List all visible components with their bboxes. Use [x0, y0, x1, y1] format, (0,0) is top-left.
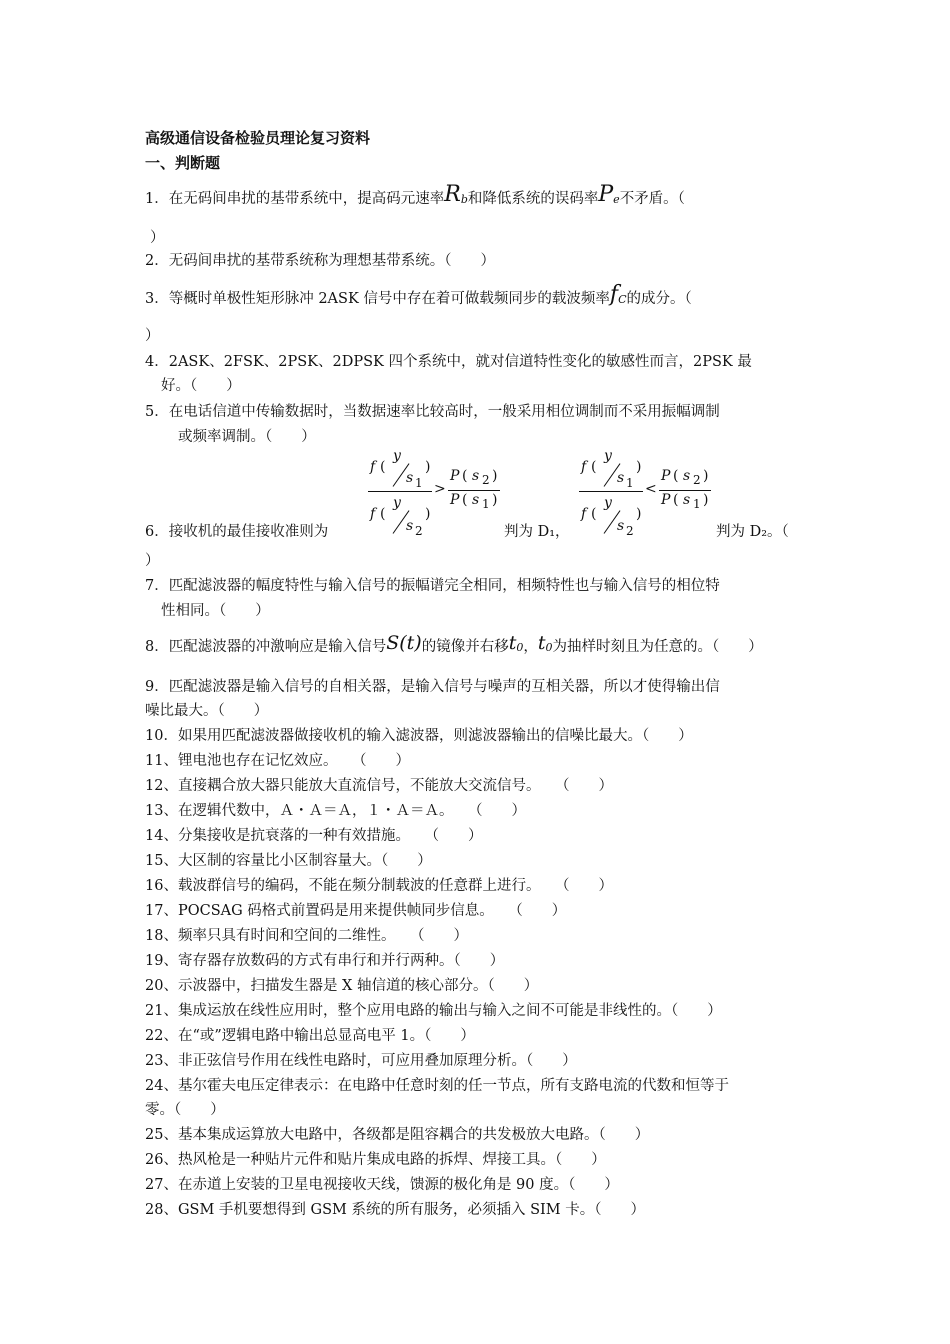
- list-item: 14、分集接收是抗衰落的一种有效措施。 （ ）: [145, 828, 483, 844]
- list-item: 26、热风枪是一种贴片元件和贴片集成电路的拆焊、焊接工具。（ ）: [145, 1152, 606, 1168]
- question-6-mid: 判为 D₁，: [504, 524, 570, 540]
- list-item: 15、大区制的容量比小区制容量大。（ ）: [145, 853, 432, 869]
- formula-s: s: [406, 470, 414, 486]
- question-24-line1: 24、基尔霍夫电压定律表示：在电路中任意时刻的任一节点，所有支路电流的代数和恒等于: [145, 1078, 729, 1094]
- formula-f: f: [581, 459, 587, 475]
- formula-sub-1: 1: [415, 476, 423, 490]
- math-sub-e: e: [613, 193, 620, 206]
- formula-sub-2: 2: [626, 524, 634, 538]
- question-1-text-b: 和降低系统的误码率: [467, 191, 599, 207]
- question-8-text-d: 为抽样时刻且为任意的。（ ）: [552, 639, 763, 655]
- question-1: [145, 182, 685, 210]
- document-title: 高级通信设备检验员理论复习资料: [145, 129, 371, 147]
- question-3-text-a: 3．等概时单极性矩形脉冲 2ASK 信号中存在着可做载频同步的载波频率: [145, 291, 610, 307]
- formula-P: P: [450, 492, 460, 508]
- list-item: 17、POCSAG 码格式前置码是用来提供帧同步信息。 （ ）: [145, 903, 567, 919]
- list-item: 11、锂电池也存在记忆效应。 （ ）: [145, 753, 410, 769]
- math-sub-b: b: [460, 193, 468, 206]
- math-R: R: [444, 182, 461, 207]
- question-6-cont: ）: [145, 553, 160, 569]
- question-1-cont: ）: [150, 230, 165, 246]
- formula-y: y: [604, 448, 612, 464]
- list-item: 23、非正弦信号作用在线性电路时，可应用叠加原理分析。（ ）: [145, 1053, 577, 1069]
- question-5-line2: 或频率调制。（ ）: [178, 429, 316, 445]
- question-3-text-b: 的成分。（: [626, 291, 692, 307]
- math-P: P: [598, 182, 614, 207]
- formula-f: f: [581, 506, 587, 522]
- formula-y: y: [393, 448, 401, 464]
- formula-f: f: [370, 459, 376, 475]
- question-8-text-b: 的镜像并右移: [421, 639, 509, 655]
- question-24-line2: 零。（ ）: [145, 1102, 225, 1118]
- math-f: f: [609, 282, 619, 307]
- formula-P: P: [661, 468, 671, 484]
- formula-s: s: [472, 468, 480, 484]
- question-1-text-a: 1．在无码间串扰的基带系统中，提高码元速率: [145, 191, 445, 207]
- formula-sub-2: 2: [693, 473, 701, 487]
- formula-P: P: [661, 492, 671, 508]
- list-item: 28、GSM 手机要想得到 GSM 系统的所有服务，必须插入 SIM 卡。（ ）: [145, 1202, 645, 1218]
- formula-sub-2: 2: [415, 524, 423, 538]
- question-7-line1: 7．匹配滤波器的幅度特性与输入信号的振幅谱完全相同，相频特性也与输入信号的相位特: [145, 578, 720, 594]
- question-4-line1: 4．2ASK、2FSK、2PSK、2DPSK 四个系统中，就对信道特性变化的敏感性而言，2PSK 最: [145, 354, 752, 370]
- formula-sub-2: 2: [482, 473, 490, 487]
- math-sub-0: 0: [516, 641, 524, 654]
- question-5-line1: 5．在电话信道中传输数据时，当数据速率比较高时，一般采用相位调制而不采用振幅调制: [145, 404, 720, 420]
- question-1-text-c: 不矛盾。（: [619, 191, 685, 207]
- list-item: 20、示波器中，扫描发生器是 X 轴信道的核心部分。（ ）: [145, 978, 539, 994]
- document-page: 高级通信设备检验员理论复习资料 一、判断题 1．在无码间串扰的基带系统中，提高码元速率Rb和降低系统的误码率Pe不矛盾。（ ） 2．无码间串扰的基带系统称为理想基带系统。（ ） 3．等概时单极性矩形脉冲 2ASK 信号中存在着可做载频同步的载波频率fC的成分。（ ） 4．2ASK、2FSK、2PSK、2DPSK 四个系统中，就对信道特性变化的敏感性而言，2PSK 最 好。（ ） 5．在电话信道中传输数据时，当数据速率比较高时，一般采用相位调制而不采用振幅调制 或频率调制。（ ） f ( y s 1 ) f ( y s 2 ) > P ( s 2 ) P ( s 1 ) f ( y s 1 ) f ( y s 2 ) < P ( s 2 ) P ( s 1 ) 6．接收机的最佳接收准则为 判为 D₁， 判为 D₂。（ ） 7．匹配滤波器的幅度特性与输入信号的振幅谱完全相同，相频特性也与输入信号的相位特 性相同。（ ） 8．匹配滤波器的冲激响应是输入信号S(t)的镜像并右移t0，t0为抽样时刻且为任意的。（ ） 9．匹配滤波器是输入信号的自相关器，是输入信号与噪声的互相关器，所以才使得输出信 噪比最大。（ ） 10．如果用匹配滤波器做接收机的输入滤波器，则滤波器输出的信噪比最大。（ ） 11、锂电池也存在记忆效应。 （ ） 12、直接耦合放大器只能放大直流信号，不能放大交流信号。 （ ） 13、在逻辑代数中，Ａ・Ａ＝Ａ，１・Ａ＝Ａ。 （ ） 14、分集接收是抗衰落的一种有效措施。 （ ） 15、大区制的容量比小区制容量大。（ ） 16、载波群信号的编码，不能在频分制载波的任意群上进行。 （ ） 17、POCSAG 码格式前置码是用来提供帧同步信息。 （ ） 18、频率只具有时间和空间的二维性。 （ ） 19、寄存器存放数码的方式有串行和并行两种。（ ） 20、示波器中，扫描发生器是 X 轴信道的核心部分。（ ） 21、集成运放在线性应用时，整个应用电路的输出与输入之间不可能是非线性的。（ ） 22、在“或”逻辑电路中输出总显高电平 1。（ ） 23、非正弦信号作用在线性电路时，可应用叠加原理分析。（ ） 24、基尔霍夫电压定律表示：在电路中任意时刻的任一节点，所有支路电流的代数和恒等于 零。（ ） 25、基本集成运算放大电路中，各级都是阻容耦合的共发极放大电路。（ ） 26、热风枪是一种贴片元件和贴片集成电路的拆焊、焊接工具。（ ） 27、在赤道上安装的卫星电视接收天线，馈源的极化角是 90 度。（ ） 28、GSM 手机要想得到 GSM 系统的所有服务，必须插入 SIM 卡。（ ）: [145, 129, 789, 1218]
- question-7-line2: 性相同。（ ）: [161, 603, 270, 619]
- math-s-t: S(t): [386, 632, 422, 654]
- formula-s: s: [617, 518, 625, 534]
- question-10: 10．如果用匹配滤波器做接收机的输入滤波器，则滤波器输出的信噪比最大。（ ）: [145, 728, 693, 744]
- math-sub-c: C: [618, 293, 627, 306]
- list-item: 27、在赤道上安装的卫星电视接收天线，馈源的极化角是 90 度。（ ）: [145, 1177, 619, 1193]
- math-t: t: [508, 632, 517, 654]
- list-item: 19、寄存器存放数码的方式有串行和并行两种。（ ）: [145, 953, 505, 969]
- section-heading: 一、判断题: [145, 154, 221, 172]
- formula-s: s: [472, 492, 480, 508]
- math-t: t: [537, 632, 546, 654]
- formula-sub-1: 1: [693, 497, 701, 511]
- formula-P: P: [450, 468, 460, 484]
- formula-sub-1: 1: [482, 497, 490, 511]
- question-9-line2: 噪比最大。（ ）: [145, 703, 269, 719]
- question-6-end: 判为 D₂。（: [716, 524, 789, 540]
- question-8-comma: ，: [523, 639, 538, 655]
- question-8-text-a: 8．匹配滤波器的冲激响应是输入信号: [145, 639, 387, 655]
- question-3: [145, 282, 692, 310]
- formula-s: s: [406, 518, 414, 534]
- formula-gt: >: [434, 481, 446, 497]
- formula-lt: <: [645, 481, 657, 497]
- formula-y: y: [393, 495, 401, 511]
- list-item: 12、直接耦合放大器只能放大直流信号，不能放大交流信号。 （ ）: [145, 778, 613, 794]
- list-item: 18、频率只具有时间和空间的二维性。 （ ）: [145, 928, 468, 944]
- list-item: 16、载波群信号的编码，不能在频分制载波的任意群上进行。 （ ）: [145, 878, 613, 894]
- formula-s: s: [683, 468, 691, 484]
- question-2: 2．无码间串扰的基带系统称为理想基带系统。（ ）: [145, 253, 495, 269]
- question-9-line1: 9．匹配滤波器是输入信号的自相关器，是输入信号与噪声的互相关器，所以才使得输出信: [145, 679, 720, 695]
- question-8: [145, 632, 763, 658]
- list-item: 13、在逻辑代数中，Ａ・Ａ＝Ａ，１・Ａ＝Ａ。 （ ）: [145, 803, 526, 819]
- math-sub-0: 0: [545, 641, 553, 654]
- formula-s: s: [617, 470, 625, 486]
- list-item: 25、基本集成运算放大电路中，各级都是阻容耦合的共发极放大电路。（ ）: [145, 1127, 650, 1143]
- question-4-line2: 好。（ ）: [161, 378, 241, 394]
- list-item: 22、在“或”逻辑电路中输出总显高电平 1。（ ）: [145, 1028, 475, 1044]
- question-6: 6．接收机的最佳接收准则为: [145, 524, 329, 540]
- formula-sub-1: 1: [626, 476, 634, 490]
- question-3-cont: ）: [145, 328, 160, 344]
- list-item: 21、集成运放在线性应用时，整个应用电路的输出与输入之间不可能是非线性的。（ ）: [145, 1003, 722, 1019]
- formula-s: s: [683, 492, 691, 508]
- formula-y: y: [604, 495, 612, 511]
- formula-f: f: [370, 506, 376, 522]
